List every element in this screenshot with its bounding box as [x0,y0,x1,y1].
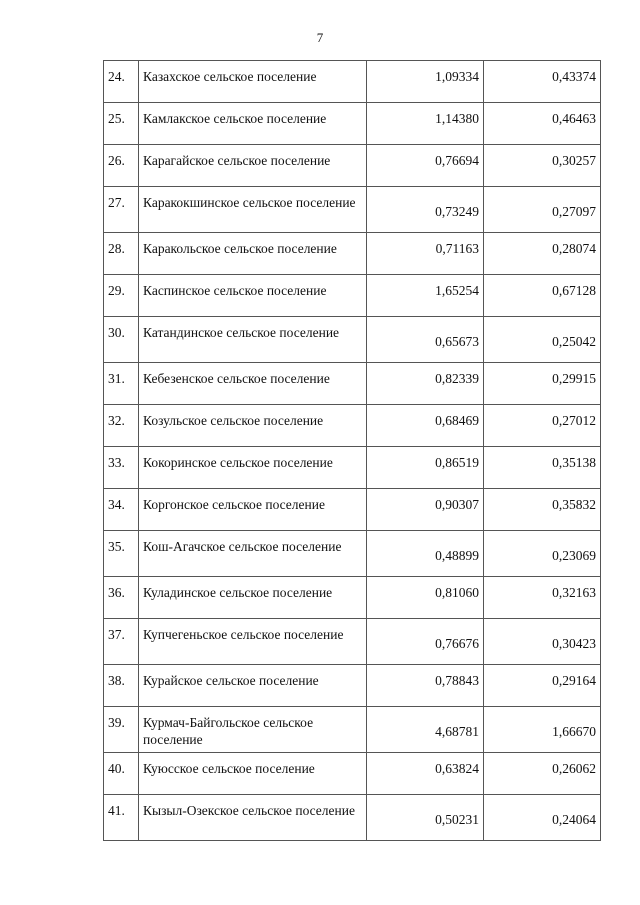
table-row [104,145,601,187]
value-col-1: 4,68781 [367,707,484,753]
row-number: 31. [104,363,139,405]
table-row [104,405,601,447]
value-col-1: 1,14380 [367,103,484,145]
table-row [104,619,601,665]
value-col-1: 0,63824 [367,753,484,795]
table-row [104,233,601,275]
table-row [104,577,601,619]
value-col-2: 0,67128 [484,275,601,317]
value-col-2: 0,30423 [484,619,601,665]
row-number: 37. [104,619,139,665]
table-row [104,317,601,363]
value-col-1: 0,73249 [367,187,484,233]
row-number: 29. [104,275,139,317]
value-col-2: 0,32163 [484,577,601,619]
table-row [104,665,601,707]
table-row [104,707,601,753]
row-number: 25. [104,103,139,145]
value-col-1: 1,65254 [367,275,484,317]
settlement-name: Куюсское сельское поселение [139,753,367,795]
value-col-1: 0,50231 [367,795,484,841]
value-col-2: 0,24064 [484,795,601,841]
value-col-2: 0,29915 [484,363,601,405]
table-row [104,447,601,489]
table-row [104,275,601,317]
value-col-1: 0,48899 [367,531,484,577]
row-number: 27. [104,187,139,233]
row-number: 28. [104,233,139,275]
value-col-1: 0,78843 [367,665,484,707]
settlement-name: Курайское сельское поселение [139,665,367,707]
value-col-2: 0,35138 [484,447,601,489]
table-row [104,753,601,795]
settlement-name: Курмач-Байгольское сельское поселение [139,707,367,753]
settlement-name: Кош-Агачское сельское поселение [139,531,367,577]
settlement-name: Козульское сельское поселение [139,405,367,447]
value-col-2: 0,35832 [484,489,601,531]
row-number: 35. [104,531,139,577]
row-number: 36. [104,577,139,619]
value-col-2: 0,23069 [484,531,601,577]
value-col-2: 0,43374 [484,61,601,103]
table-row [104,187,601,233]
value-col-1: 0,82339 [367,363,484,405]
row-number: 41. [104,795,139,841]
row-number: 38. [104,665,139,707]
settlement-name: Каракокшинское сельское поселение [139,187,367,233]
row-number: 26. [104,145,139,187]
value-col-1: 0,90307 [367,489,484,531]
settlement-name: Купчегеньское сельское поселение [139,619,367,665]
row-number: 39. [104,707,139,753]
value-col-1: 0,81060 [367,577,484,619]
table-row [104,531,601,577]
page-number: 7 [316,30,324,45]
value-col-2: 0,27012 [484,405,601,447]
table-row [104,103,601,145]
value-col-2: 0,30257 [484,145,601,187]
value-col-1: 0,65673 [367,317,484,363]
settlement-name: Катандинское сельское поселение [139,317,367,363]
value-col-2: 0,25042 [484,317,601,363]
row-number: 30. [104,317,139,363]
value-col-2: 0,28074 [484,233,601,275]
value-col-1: 1,09334 [367,61,484,103]
table-row [104,489,601,531]
value-col-1: 0,71163 [367,233,484,275]
row-number: 24. [104,61,139,103]
value-col-1: 0,68469 [367,405,484,447]
settlement-name: Кокоринское сельское поселение [139,447,367,489]
value-col-2: 0,46463 [484,103,601,145]
settlement-name: Каспинское сельское поселение [139,275,367,317]
settlement-name: Казахское сельское поселение [139,61,367,103]
value-col-2: 0,26062 [484,753,601,795]
settlements-table [103,60,601,841]
settlement-name: Куладинское сельское поселение [139,577,367,619]
row-number: 34. [104,489,139,531]
value-col-1: 0,76676 [367,619,484,665]
value-col-2: 1,66670 [484,707,601,753]
settlement-name: Кебезенское сельское поселение [139,363,367,405]
settlement-name: Камлакское сельское поселение [139,103,367,145]
value-col-2: 0,29164 [484,665,601,707]
table-row [104,363,601,405]
table-row [104,795,601,841]
row-number: 32. [104,405,139,447]
table-body [104,61,601,841]
value-col-2: 0,27097 [484,187,601,233]
row-number: 33. [104,447,139,489]
value-col-1: 0,76694 [367,145,484,187]
row-number: 40. [104,753,139,795]
table-row [104,61,601,103]
settlement-name: Карагайское сельское поселение [139,145,367,187]
settlement-name: Коргонское сельское поселение [139,489,367,531]
settlement-name: Кызыл-Озекское сельское поселение [139,795,367,841]
value-col-1: 0,86519 [367,447,484,489]
settlement-name: Каракольское сельское поселение [139,233,367,275]
